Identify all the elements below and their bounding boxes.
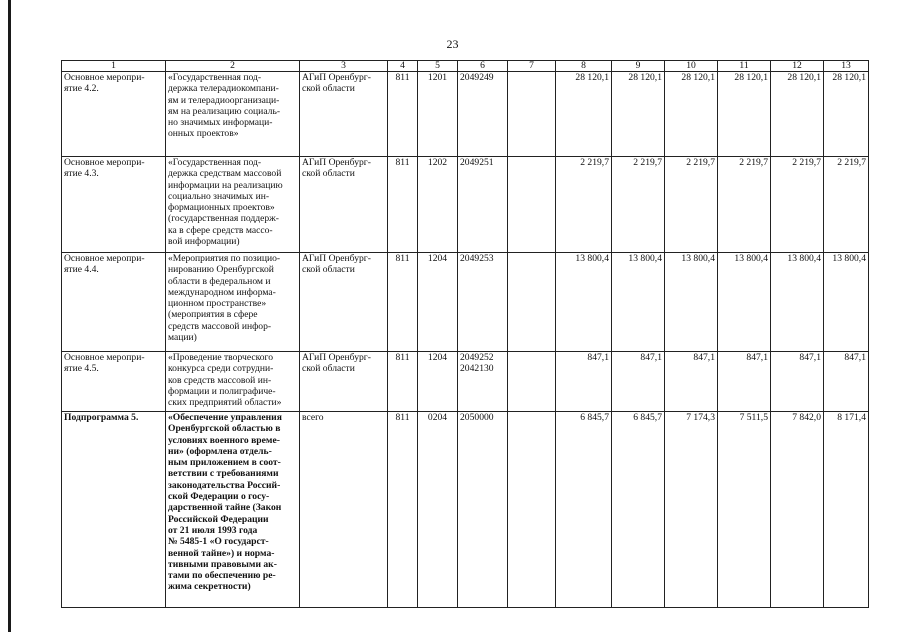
header-cell: 7 (508, 61, 556, 72)
expense-type-code (508, 412, 556, 608)
responsible-agency: всего (300, 412, 388, 608)
amount-cell: 7 511,5 (718, 412, 771, 608)
amount-cell: 847,1 (612, 352, 665, 412)
subprogram-label: Подпрограмма 5. (62, 412, 166, 608)
header-row (62, 61, 869, 72)
header-cell: 12 (771, 61, 824, 72)
amount-cell: 28 120,1 (718, 72, 771, 157)
amount-cell: 2 219,7 (718, 157, 771, 253)
header-cell: 6 (458, 61, 508, 72)
amount-cell: 28 120,1 (665, 72, 718, 157)
event-description: «Государственная под- держка средствам массовой информации на реализацию социально значимых ин- формационных проектов» (государственная поддерж- ка в сфере средств массо- вой информации) (166, 157, 300, 253)
grbs-code: 811 (388, 157, 418, 253)
subprogram-description: «Обеспечение управления Оренбургской областью в условиях военного време- ни» (оформлена отдель- ным приложением в соот- ветствии с требованиями законодательства Россий- ской Федерации о госу- дарственной тайне (Закон Российской Федерации от 21 июля 1993 года № 5485-1 «О государст- венной тайне») и норма- тивными правовыми ак- тами по обеспечению ре- жима секретности) (166, 412, 300, 608)
amount-cell: 6 845,7 (556, 412, 612, 608)
section-code: 1204 (418, 253, 458, 352)
section-code: 0204 (418, 412, 458, 608)
responsible-agency: АГиП Оренбург- ской области (300, 72, 388, 157)
header-cell: 4 (388, 61, 418, 72)
target-article-code: 2049249 (458, 72, 508, 157)
responsible-agency: АГиП Оренбург- ской области (300, 253, 388, 352)
amount-cell: 2 219,7 (665, 157, 718, 253)
header-cell: 11 (718, 61, 771, 72)
amount-cell: 28 120,1 (771, 72, 824, 157)
header-cell: 3 (300, 61, 388, 72)
amount-cell: 28 120,1 (556, 72, 612, 157)
expense-type-code (508, 253, 556, 352)
section-code: 1204 (418, 352, 458, 412)
amount-cell: 13 800,4 (665, 253, 718, 352)
target-article-code: 2049253 (458, 253, 508, 352)
header-cell: 5 (418, 61, 458, 72)
event-description: «Проведение творческого конкурса среди сотрудни- ков средств массовой ин- формации и полиграфиче- ских предприятий области» (166, 352, 300, 412)
amount-cell: 847,1 (824, 352, 869, 412)
expense-type-code (508, 157, 556, 253)
table-row (62, 352, 869, 412)
header-cell: 13 (824, 61, 869, 72)
table-row (62, 72, 869, 157)
amount-cell: 13 800,4 (612, 253, 665, 352)
header-cell: 9 (612, 61, 665, 72)
section-code: 1201 (418, 72, 458, 157)
event-label: Основное меропри- ятие 4.4. (62, 253, 166, 352)
section-code: 1202 (418, 157, 458, 253)
amount-cell: 2 219,7 (612, 157, 665, 253)
event-description: «Мероприятия по позицио- нированию Оренбургской области в федеральном и международном информа- ционном пространстве» (мероприятия в сфере средств массовой инфор- мации) (166, 253, 300, 352)
amount-cell: 6 845,7 (612, 412, 665, 608)
header-cell: 10 (665, 61, 718, 72)
header-cell: 2 (166, 61, 300, 72)
header-cell: 1 (62, 61, 166, 72)
amount-cell: 2 219,7 (556, 157, 612, 253)
amount-cell: 8 171,4 (824, 412, 869, 608)
event-label: Основное меропри- ятие 4.3. (62, 157, 166, 253)
expense-type-code (508, 352, 556, 412)
amount-cell: 847,1 (771, 352, 824, 412)
grbs-code: 811 (388, 412, 418, 608)
target-article-code: 2050000 (458, 412, 508, 608)
responsible-agency: АГиП Оренбург- ской области (300, 157, 388, 253)
event-label: Основное меропри- ятие 4.5. (62, 352, 166, 412)
responsible-agency: АГиП Оренбург- ской области (300, 352, 388, 412)
amount-cell: 847,1 (718, 352, 771, 412)
amount-cell: 28 120,1 (824, 72, 869, 157)
amount-cell: 13 800,4 (824, 253, 869, 352)
amount-cell: 13 800,4 (556, 253, 612, 352)
amount-cell: 847,1 (556, 352, 612, 412)
table-row (62, 412, 869, 608)
table-row (62, 157, 869, 253)
binding-edge-line (8, 0, 11, 632)
page-number: 23 (446, 37, 459, 51)
amount-cell: 13 800,4 (718, 253, 771, 352)
table-row (62, 253, 869, 352)
amount-cell: 7 842,0 (771, 412, 824, 608)
target-article-code: 2049252 2042130 (458, 352, 508, 412)
amount-cell: 2 219,7 (771, 157, 824, 253)
amount-cell: 2 219,7 (824, 157, 869, 253)
grbs-code: 811 (388, 352, 418, 412)
expense-type-code (508, 72, 556, 157)
amount-cell: 13 800,4 (771, 253, 824, 352)
event-label: Основное меропри- ятие 4.2. (62, 72, 166, 157)
amount-cell: 7 174,3 (665, 412, 718, 608)
grbs-code: 811 (388, 72, 418, 157)
header-cell: 8 (556, 61, 612, 72)
amount-cell: 847,1 (665, 352, 718, 412)
grbs-code: 811 (388, 253, 418, 352)
target-article-code: 2049251 (458, 157, 508, 253)
amount-cell: 28 120,1 (612, 72, 665, 157)
budget-table (61, 60, 869, 608)
event-description: «Государственная под- держка телерадиокомпани- ям и телерадиоорганизаци- ям на реализацию социаль- но значимых информаци- онных проектов» (166, 72, 300, 157)
